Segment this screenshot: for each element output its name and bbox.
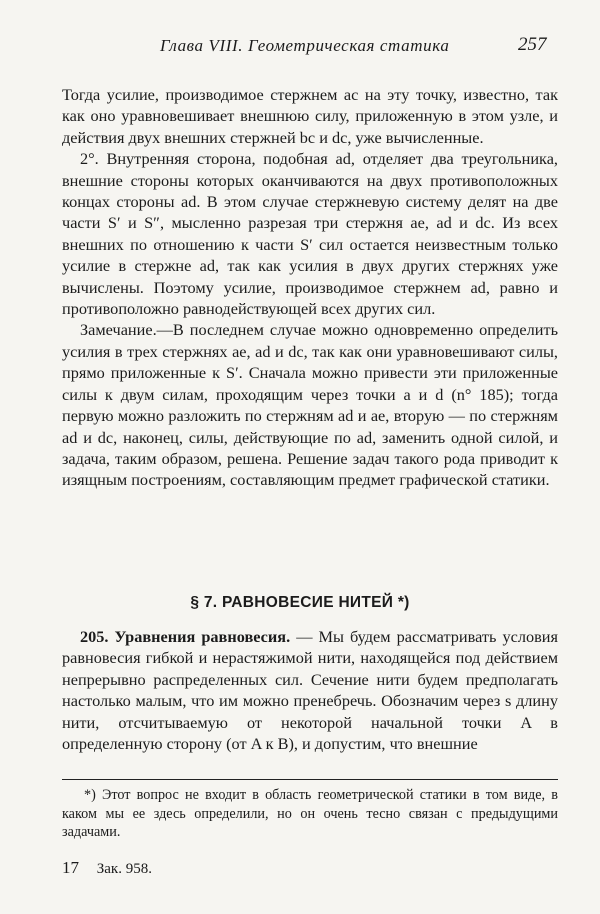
order-number: Зак. 958. [96, 861, 152, 877]
article-text: — Мы будем рассматривать условия равновесия гибкой и нерастяжимой нити, находящейся под действием непрерывно распределенных сил. Сечение нити будем предполагать настолько малым, что им можно пренебречь. Обозначим через s длину нити, отсчитываемую от некоторой начальной точки A в определенную сторону (от A к B), и допустим, что внешние [62, 627, 559, 754]
article-title: 205. Уравнения равновесия. [80, 627, 291, 646]
page-header [0, 36, 600, 60]
printer-imprint [62, 858, 152, 878]
footnote-text: *) Этот вопрос не входит в область геометрической статики в том виде, в каком мы ее здесь определили, но он очень тесно связан с предыдущими задачами. [62, 787, 558, 841]
running-title: Глава VIII. Геометрическая статика [160, 36, 450, 55]
main-text [62, 84, 558, 491]
article-paragraph [62, 626, 558, 754]
paragraph-2: 2°. Внутренняя сторона, подобная ad, отделяет два треугольника, внешние стороны которых оканчиваются на двух противоположных концах стороны ad. В этом случае стержневую систему делят на две части S′ и S″, мысленно разрезая три стержня ae, ad и dc. Из всех внешних по отношению к части S′ сил остается неизвестным только усилие в стержне ad, так как усилия в двух других стержнях уже вычислены. Поэтому усилие, производимое стержнем ad, равно и противоположно равнодействующей всех других сил. [62, 149, 558, 319]
footnote [62, 786, 558, 842]
paragraph-remark: Замечание.—В последнем случае можно одновременно определить усилия в трех стержнях ae, ad и dc, так как они уравновешивают силы, прямо приложенные к S′. Сначала можно привести эти приложенные силы к двум силам, проходящим через точки a и d (n° 185); тогда первую можно разложить по стержням ad и ae, вторую — по стержням ad и dc, наконец, силы, действующие по ad, заменить одной силой, и задача, таким образом, решена. Решение задач такого рода приводит к изящным построениям, составляющим предмет графической статики. [62, 320, 558, 490]
section-heading: § 7. РАВНОВЕСИЕ НИТЕЙ *) [190, 594, 410, 611]
page-number: 257 [518, 34, 547, 55]
paragraph-1: Тогда усилие, производимое стержнем ac на эту точку, известно, так как оно уравновешивает внешнюю силу, приложенную в этом узле, и действия двух внешних стержней bc и dc, уже вычисленные. [62, 85, 558, 147]
article-205 [62, 626, 558, 754]
footnote-divider [62, 779, 558, 780]
signature-mark: 17 [62, 858, 79, 877]
